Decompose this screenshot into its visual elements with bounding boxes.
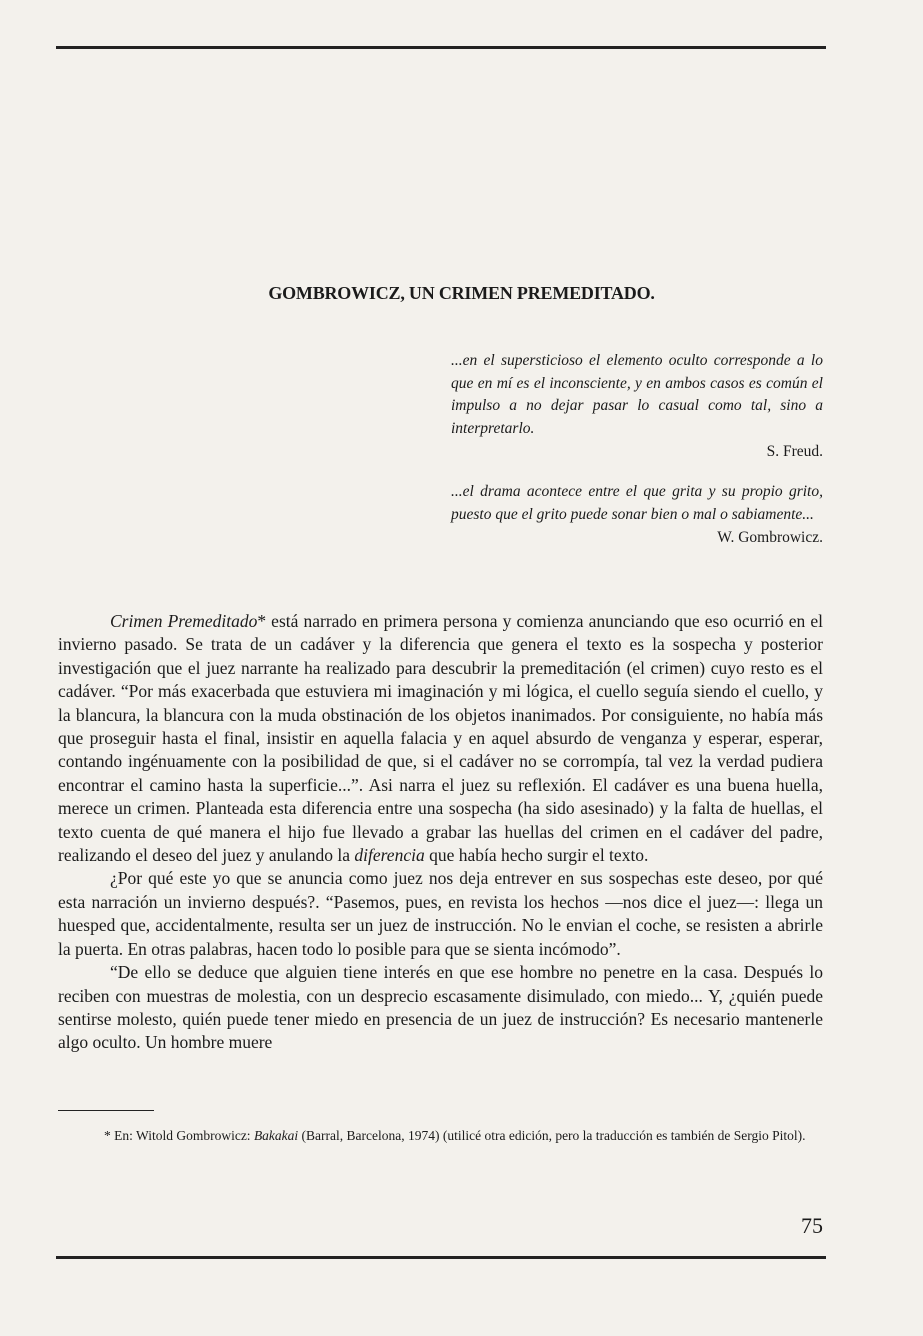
- footnote-book-title: Bakakai: [253, 1128, 299, 1143]
- footnote-rule: [58, 1110, 154, 1111]
- epigraph-author: W. Gombrowicz.: [717, 529, 823, 546]
- epigraph-freud: [451, 350, 823, 464]
- epigraph-text: ...el drama acontece entre el que grita y su propio grito, puesto que el grito puede sonar bien o mal o sabiamente...: [451, 483, 823, 523]
- page-number: 75: [801, 1213, 823, 1238]
- book-title: Crimen Premeditado: [110, 611, 258, 631]
- top-rule: [56, 46, 826, 49]
- paragraph-1: Crimen Premeditado* está narrado en primera persona y comienza anunciando que eso ocurrió en el invierno pasado. Se trata de un cadáver y la diferencia que genera el texto es la sospecha y posterior investigación que el juez narrante ha realizado para descubrir la premeditación (el crimen) cuyo resto es el cadáver. “Por más exacerbada que estuviera mi imaginación y mi lógica, el cuello seguía siendo el cuello, y la blancura, la blancura con la muda obstinación de los objetos inanimados. Por consiguiente, no había más que proseguir hasta el final, insistir en aquella falacia y en aquel absurdo de venganza y esperar, esperar, contando ingénuamente con la posibilidad de que, si el cadáver no se corrompía, tal vez la verdad pudiera encontrar el camino hasta la superficie...”. Asi narra el juez su reflexión. El cadáver es una buena huella, merece un crimen. Planteada esta diferencia entre una sospecha (ha sido asesinado) y la falta de huellas, el texto cuenta de qué manera el hijo fue llevado a grabar las huellas del crimen en el cadáver del padre, realizando el deseo del juez y anulando la diferencia que había hecho surgir el texto.: [58, 611, 823, 866]
- emphasis: diferencia: [354, 845, 425, 866]
- body-text: [58, 610, 823, 1055]
- paragraph-2: ¿Por qué este yo que se anuncia como juez nos deja entrever en sus sospechas este deseo, por qué esta narración un invierno después?. “Pasemos, pues, en revista los hechos —nos dice el juez—: llega un huesped que, accidentalmente, resulta ser un juez de instrucción. No le envian el coche, se resisten a abrirle la puerta. En otras palabras, hacen todo lo posible para que se sienta incómodo”.: [58, 868, 823, 959]
- epigraph-author: S. Freud.: [766, 443, 823, 460]
- bottom-rule: [56, 1256, 826, 1259]
- paragraph-3: “De ello se deduce que alguien tiene interés en que ese hombre no penetre en la casa. Después lo reciben con muestras de molestia, con un desprecio escasamente disimulado, con miedo... Y, ¿quién puede sentirse molesto, quién puede tener miedo en presencia de un juez de instrucción? Es necesario mantenerle algo oculto. Un hombre muere: [58, 962, 823, 1053]
- epigraph-gombrowicz: [451, 481, 823, 550]
- article-title: GOMBROWICZ, UN CRIMEN PREMEDITADO.: [268, 283, 655, 303]
- epigraph-text: ...en el supersticioso el elemento oculto corresponde a lo que en mí es el inconsciente, y en ambos casos es común el impulso a no dejar pasar lo casual como tal, sino a interpretarlo.: [451, 352, 823, 437]
- footnote: * En: Witold Gombrowicz: Bakakai (Barral, Barcelona, 1974) (utilicé otra edición, pero la traducción es también de Sergio Pitol).: [104, 1128, 806, 1143]
